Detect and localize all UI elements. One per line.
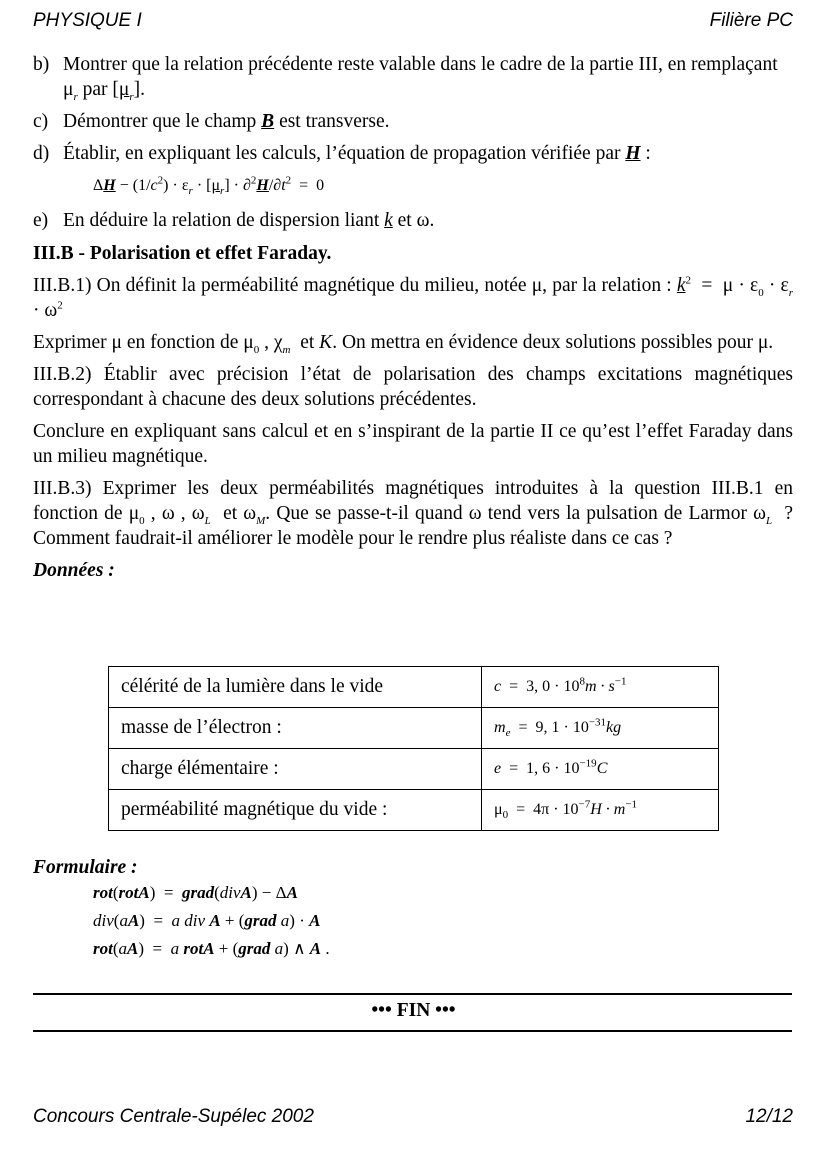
page-number: 12/12 — [745, 1106, 793, 1127]
section-title: III.B - Polarisation et effet Faraday. — [33, 243, 332, 264]
table-cell-value: c = 3, $0 \cdot 10^8m \cdot s^{-1}$ — [482, 667, 719, 708]
field-b: B — [261, 111, 275, 132]
constants-table — [108, 666, 719, 831]
table-cell-label: perméabilité magnétique du vide : — [109, 790, 482, 831]
table-row — [109, 667, 719, 708]
donnees-title: Données : — [33, 560, 115, 581]
question-e: e) En déduire la relation de dispersion liant k et ω. — [33, 210, 435, 231]
footer-concours: Concours Centrale-Supélec 2002 — [33, 1106, 314, 1127]
formulaire-title: Formulaire : — [33, 857, 138, 878]
fin-marker: ••• FIN ••• — [371, 1000, 456, 1021]
propagation-equation: $\Delta H - (1/c^2) \cdot \varepsilon_r \cdot [\mu_r] \cdot \partial^2H/\partial t^2 = 0$ — [93, 174, 325, 198]
table-row — [109, 708, 719, 749]
formula-rot-rot: rot(rotA) = grad(divA) − ΔA — [93, 883, 298, 902]
formula-rot: rot(aA) = a rotA + (grad a) ∧ A . — [93, 939, 330, 958]
table-cell-value: $\mu_0 = 4\pi \cdot 10^{-7}H \cdot m^{-1}$ — [482, 790, 719, 831]
question-b: b) Montrer que la relation précédente reste valable dans le cadre de la partie III, en remplaçant $\mu_r$ par $[\mu_r]$. — [33, 54, 778, 103]
table-cell-value: e = 1, $6 \cdot 10^{-19}C$ — [482, 749, 719, 790]
table-cell-label: charge élémentaire : — [109, 749, 482, 790]
field-h: H — [625, 143, 641, 164]
question-text: Montrer que la relation précédente reste valable dans le cadre de la partie III, en remplaçant — [63, 54, 778, 75]
question-iiib2: III.B.2) Établir avec précision l’état de polarisation des champs excitations magnétiques correspondant à chacune des deux solutions précédentes. — [33, 364, 794, 410]
divider-bottom — [33, 1030, 792, 1032]
question-c: c) Démontrer que le champ B est transverse. — [33, 111, 390, 132]
header-filiere: Filière PC — [709, 10, 793, 31]
formulaire — [33, 857, 330, 963]
question-iiib1-express: Exprimer μ en fonction de $\mu_0$ , $\chi_m$ et K. On mettra en évidence deux solutions possibles pour μ. — [33, 332, 774, 356]
table-row — [109, 790, 719, 831]
table-row — [109, 749, 719, 790]
conclusion-paragraph: Conclure en expliquant sans calcul et en s’inspirant de la partie II ce qu’est l’effet Faraday dans un milieu magnétique. — [33, 421, 793, 467]
question-iiib1: III.B.1) On définit la perméabilité magnétique du milieu, notée μ, par la relation : $k^2 = \mu \cdot \varepsilon_0 \cdot \varepsilon_r \cdot \omega^2$ — [33, 274, 794, 321]
question-label: b) — [33, 54, 50, 75]
table-cell-label: célérité de la lumière dans le vide — [109, 667, 482, 708]
header-subject: PHYSIQUE I — [33, 10, 142, 31]
question-d: d) Établir, en expliquant les calculs, l’équation de propagation vérifiée par H : — [33, 143, 651, 164]
formula-div: div(aA) = a div A + (grad a) · A — [93, 911, 321, 930]
table-cell-value: $m_e = 9$, $1 \cdot 10^{-31}kg$ — [482, 708, 719, 749]
table-cell-label: masse de l’électron : — [109, 708, 482, 749]
question-iiib3: III.B.3) Exprimer les deux perméabilités magnétiques introduites à la question III.B.1 en fonction de $\mu_0$ , ω , $\omega_L$ et $\omega_M$. Que se passe-t-il quand ω tend vers la pulsation de Larmor $\omega_L$ ? Comment faudrait-il améliorer le modèle pour le rendre plus réaliste dans ce cas ? — [33, 478, 794, 549]
document-body — [33, 52, 793, 590]
divider-top — [33, 993, 792, 995]
